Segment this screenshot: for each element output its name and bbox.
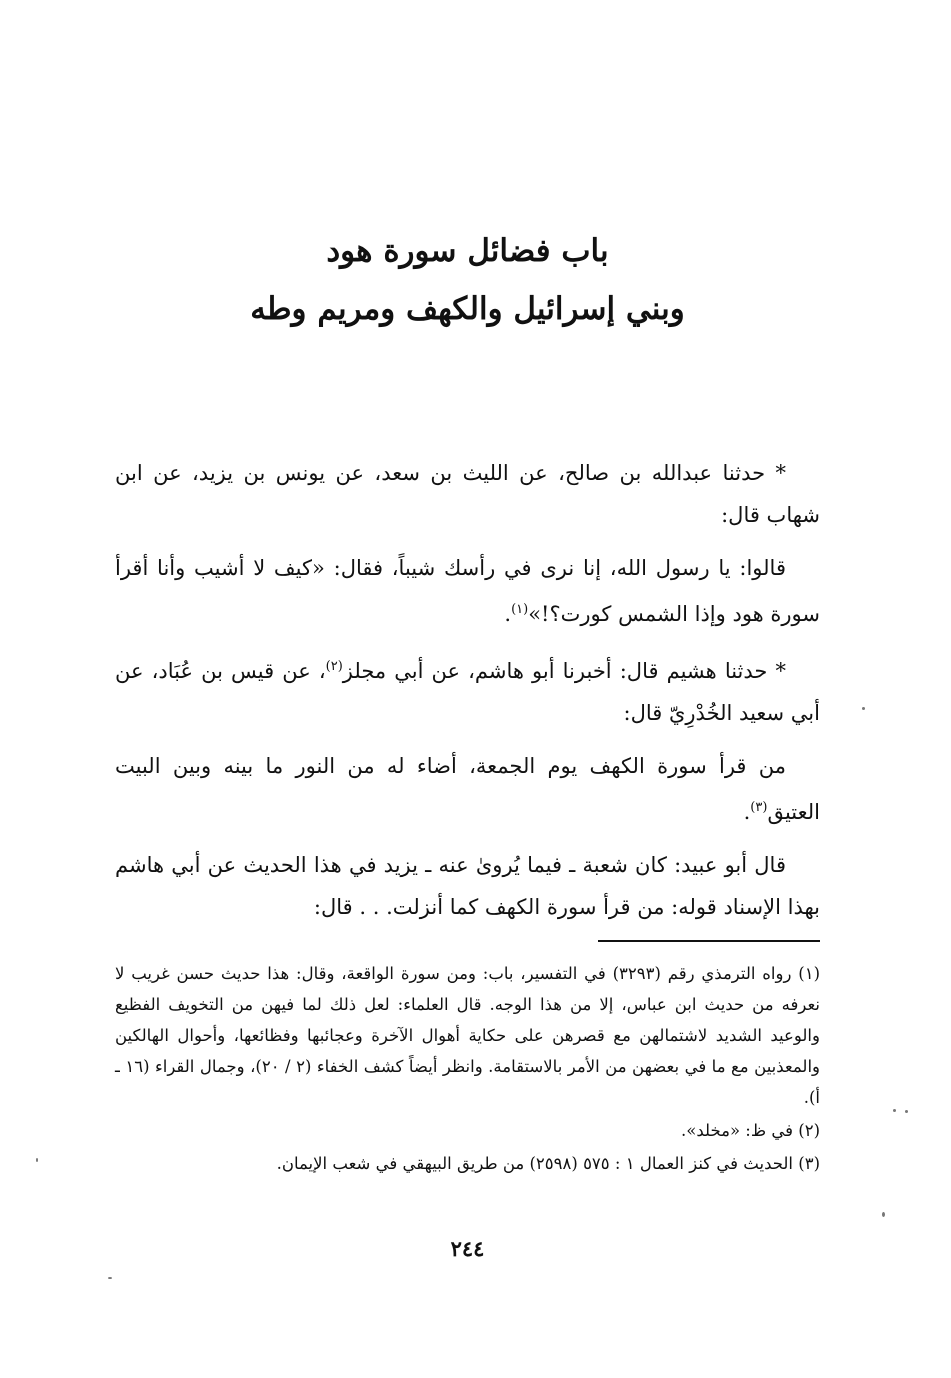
paragraph-2 xyxy=(115,547,820,635)
footnotes xyxy=(115,958,820,1181)
paragraph-4-tail: . xyxy=(743,800,751,824)
footnote-divider xyxy=(598,940,820,942)
footnote-2: (٢) في ظ: «مخلد». xyxy=(681,1121,820,1140)
chapter-title-line-1: باب فضائل سورة هود xyxy=(326,233,609,269)
paragraph-5 xyxy=(115,844,820,928)
scan-speck xyxy=(905,1110,908,1113)
paragraph-4-text: من قرأ سورة الكهف يوم الجمعة، أضاء له من النور ما بينه وبين البيت العتيق xyxy=(115,754,820,824)
footnote-ref-2: (٢) xyxy=(325,659,343,674)
footnote-ref-1: (١) xyxy=(511,602,529,617)
scan-speck xyxy=(893,1109,896,1112)
paragraph-1 xyxy=(115,452,820,536)
main-text xyxy=(115,452,820,939)
footnote-1: (١) رواه الترمذي رقم (٣٢٩٣) في التفسير، باب: ومن سورة الواقعة، وقال: هذا حديث حسن غريب لا نعرفه من حديث ابن عباس، إلا من هذا الوجه. قال العلماء: لعل ذلك لما فيهن من التخويف الفظيع والوعيد الشديد لاشتمالهن مع قصرهن على حكاية أهوال الآخرة وعجائبها وفظائعها، وأحوال الهالكين والمعذبين مع ما في بعضهن من الأمر بالاستقامة. وانظر أيضاً كشف الخفاء (٢ / ٢٠)، وجمال القراء (١٦ ـ أ). xyxy=(115,964,820,1107)
paragraph-3 xyxy=(115,646,820,734)
paragraph-2-text: قالوا: يا رسول الله، إنا نرى في رأسك شيباً، فقال: «كيف لا أشيب وأنا أقرأ سورة هود وإذا الشمس كورت؟!» xyxy=(115,556,820,626)
footnote-ref-3: (٣) xyxy=(750,800,768,815)
footnote-3: (٣) الحديث في كنز العمال ١ : ٥٧٥ (٢٥٩٨) من طريق البيهقي في شعب الإيمان. xyxy=(276,1154,820,1173)
paragraph-2-tail: . xyxy=(504,602,512,626)
scan-speck xyxy=(882,1212,885,1217)
chapter-title xyxy=(115,222,820,338)
paragraph-4 xyxy=(115,745,820,833)
chapter-title-line-2: وبني إسرائيل والكهف ومريم وطه xyxy=(250,291,685,327)
paragraph-3-text: * حدثنا هشيم قال: أخبرنا أبو هاشم، عن أبي مجلز xyxy=(342,659,786,683)
paragraph-3-tail: ، عن قيس بن عُبَاد، عن أبي سعيد الخُدْرِيّ قال: xyxy=(115,659,820,725)
paragraph-5-text: قال أبو عبيد: كان شعبة ـ فيما يُروىٰ عنه ـ يزيد في هذا الحديث عن أبي هاشم بهذا الإسناد قوله: من قرأ سورة الكهف كما أنزلت. . . قال: xyxy=(115,853,820,919)
book-page xyxy=(115,0,820,1378)
paragraph-1-text: * حدثنا عبدالله بن صالح، عن الليث بن سعد، عن يونس بن يزيد، عن ابن شهاب قال: xyxy=(115,461,820,527)
scan-speck xyxy=(36,1158,38,1162)
page-number: ٢٤٤ xyxy=(450,1236,485,1261)
scan-speck xyxy=(862,707,865,710)
scan-speck xyxy=(108,1277,112,1279)
